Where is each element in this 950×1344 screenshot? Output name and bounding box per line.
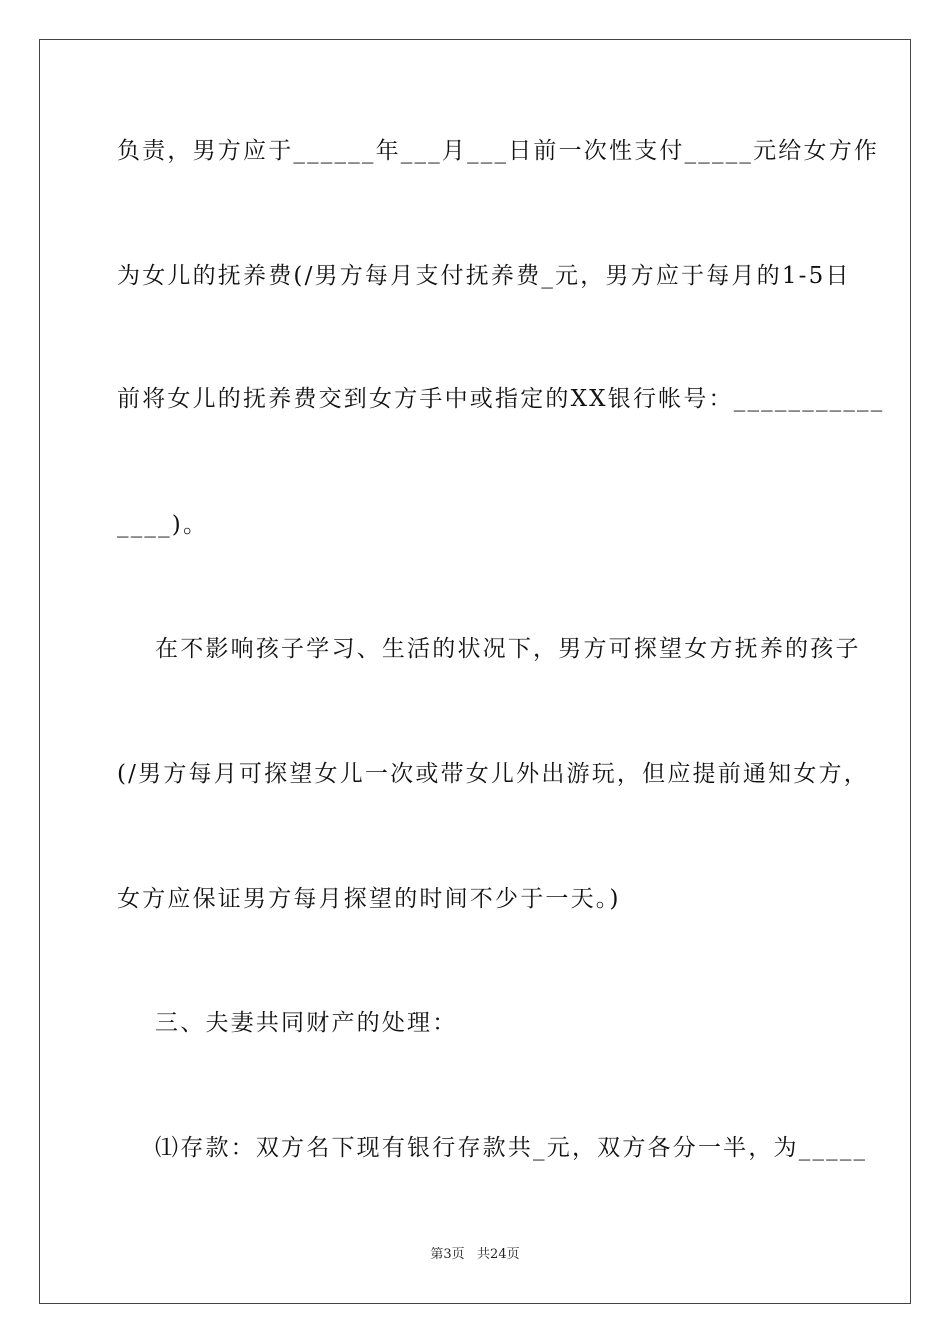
paragraph-line-5: 在不影响孩子学习、生活的状况下，男方可探望女方抚养的孩子 xyxy=(117,636,861,662)
paragraph-line-7: 女方应保证男方每月探望的时间不少于一天。) xyxy=(117,886,621,912)
paragraph-line-4: ____)。 xyxy=(117,512,209,538)
paragraph-line-6: (/男方每月可探望女儿一次或带女儿外出游玩，但应提前通知女方， xyxy=(117,761,869,787)
page-border xyxy=(39,39,911,1304)
paragraph-line-2: 为女儿的抚养费(/男方每月支付抚养费_元，男方应于每月的1-5日 xyxy=(117,263,851,289)
section-heading-3: 三、夫妻共同财产的处理： xyxy=(117,1010,458,1036)
paragraph-line-1: 负责，男方应于______年___月___日前一次性支付_____元给女方作 xyxy=(117,138,880,164)
paragraph-line-9: ⑴存款：双方名下现有银行存款共_元，双方各分一半，为_____ xyxy=(117,1135,868,1161)
page-number-footer: 第3页 共24页 xyxy=(430,1247,520,1262)
paragraph-line-3: 前将女儿的抚养费交到女方手中或指定的XX银行帐号：___________ xyxy=(117,386,885,412)
